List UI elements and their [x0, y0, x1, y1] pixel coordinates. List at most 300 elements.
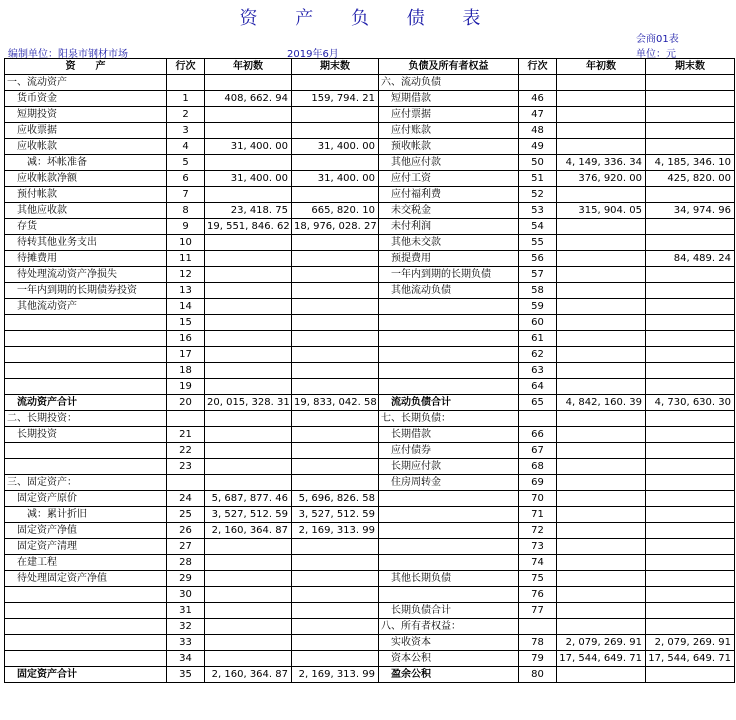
asset-ending-value: 5, 696, 826. 58	[292, 491, 379, 507]
table-header-row	[5, 59, 735, 75]
asset-line-no: 26	[167, 523, 205, 539]
table-row	[5, 507, 735, 523]
liability-beginning-value	[557, 139, 646, 155]
liability-line-no: 47	[519, 107, 557, 123]
liability-beginning-value	[557, 427, 646, 443]
asset-item: 待处理固定资产净值	[5, 571, 167, 587]
asset-beginning-value	[205, 107, 292, 123]
table-row	[5, 475, 735, 491]
liability-ending-value	[646, 75, 735, 91]
liability-beginning-value	[557, 507, 646, 523]
liability-ending-value: 4, 185, 346. 10	[646, 155, 735, 171]
asset-line-no	[167, 75, 205, 91]
liability-ending-value	[646, 299, 735, 315]
asset-item: 长期投资	[5, 427, 167, 443]
liability-beginning-value	[557, 619, 646, 635]
table-row	[5, 155, 735, 171]
asset-beginning-value: 5, 687, 877. 46	[205, 491, 292, 507]
liability-line-no: 72	[519, 523, 557, 539]
liability-ending-value	[646, 235, 735, 251]
asset-beginning-value	[205, 571, 292, 587]
asset-line-no: 1	[167, 91, 205, 107]
asset-beginning-value	[205, 75, 292, 91]
asset-line-no: 9	[167, 219, 205, 235]
asset-item	[5, 331, 167, 347]
liability-ending-value	[646, 507, 735, 523]
liability-item: 一年内到期的长期负债	[379, 267, 519, 283]
liability-beginning-value	[557, 667, 646, 683]
liability-item	[379, 539, 519, 555]
liability-ending-value	[646, 667, 735, 683]
asset-line-no: 29	[167, 571, 205, 587]
asset-beginning-value: 20, 015, 328. 31	[205, 395, 292, 411]
asset-beginning-value	[205, 155, 292, 171]
asset-item	[5, 379, 167, 395]
header-liabilities-equity: 负债及所有者权益	[379, 59, 519, 75]
asset-ending-value	[292, 331, 379, 347]
liability-item	[379, 347, 519, 363]
table-row	[5, 187, 735, 203]
header-beginning: 年初数	[557, 59, 646, 75]
liability-ending-value	[646, 523, 735, 539]
asset-beginning-value	[205, 587, 292, 603]
asset-line-no: 19	[167, 379, 205, 395]
asset-ending-value: 159, 794. 21	[292, 91, 379, 107]
asset-beginning-value	[205, 475, 292, 491]
asset-item	[5, 651, 167, 667]
asset-ending-value	[292, 75, 379, 91]
balance-sheet-table	[4, 58, 735, 683]
table-row	[5, 571, 735, 587]
asset-ending-value	[292, 235, 379, 251]
asset-beginning-value	[205, 267, 292, 283]
table-row	[5, 603, 735, 619]
liability-item: 六、流动负债	[379, 75, 519, 91]
asset-line-no: 25	[167, 507, 205, 523]
currency-unit: 单位：元	[636, 49, 676, 60]
asset-beginning-value	[205, 427, 292, 443]
asset-beginning-value	[205, 651, 292, 667]
asset-line-no: 23	[167, 459, 205, 475]
liability-item: 流动负债合计	[379, 395, 519, 411]
asset-ending-value	[292, 363, 379, 379]
liability-item: 预提费用	[379, 251, 519, 267]
asset-line-no: 4	[167, 139, 205, 155]
asset-line-no: 35	[167, 667, 205, 683]
table-row	[5, 379, 735, 395]
liability-ending-value	[646, 619, 735, 635]
liability-beginning-value	[557, 283, 646, 299]
asset-line-no: 7	[167, 187, 205, 203]
liability-line-no: 65	[519, 395, 557, 411]
asset-item	[5, 363, 167, 379]
asset-ending-value	[292, 587, 379, 603]
asset-item: 固定资产净值	[5, 523, 167, 539]
asset-item: 固定资产合计	[5, 667, 167, 683]
asset-item	[5, 619, 167, 635]
liability-beginning-value: 4, 842, 160. 39	[557, 395, 646, 411]
liability-beginning-value	[557, 219, 646, 235]
asset-ending-value	[292, 635, 379, 651]
asset-line-no: 24	[167, 491, 205, 507]
asset-beginning-value	[205, 443, 292, 459]
table-row	[5, 539, 735, 555]
liability-ending-value	[646, 91, 735, 107]
liability-line-no: 54	[519, 219, 557, 235]
liability-line-no: 66	[519, 427, 557, 443]
asset-line-no: 33	[167, 635, 205, 651]
asset-ending-value	[292, 347, 379, 363]
form-code: 会商01表	[636, 34, 679, 45]
asset-ending-value	[292, 427, 379, 443]
asset-beginning-value	[205, 187, 292, 203]
liability-item: 预收帐款	[379, 139, 519, 155]
liability-ending-value	[646, 283, 735, 299]
asset-beginning-value	[205, 619, 292, 635]
asset-item: 货币资金	[5, 91, 167, 107]
asset-beginning-value	[205, 251, 292, 267]
asset-ending-value: 19, 833, 042. 58	[292, 395, 379, 411]
asset-line-no	[167, 411, 205, 427]
liability-ending-value: 84, 489. 24	[646, 251, 735, 267]
liability-beginning-value	[557, 475, 646, 491]
asset-ending-value: 3, 527, 512. 59	[292, 507, 379, 523]
asset-item	[5, 459, 167, 475]
liability-beginning-value	[557, 235, 646, 251]
liability-line-no: 67	[519, 443, 557, 459]
liability-ending-value: 17, 544, 649. 71	[646, 651, 735, 667]
asset-item: 其他流动资产	[5, 299, 167, 315]
liability-beginning-value	[557, 571, 646, 587]
liability-line-no: 74	[519, 555, 557, 571]
asset-beginning-value	[205, 123, 292, 139]
asset-item: 流动资产合计	[5, 395, 167, 411]
asset-line-no: 13	[167, 283, 205, 299]
asset-ending-value: 18, 976, 028. 27	[292, 219, 379, 235]
asset-beginning-value	[205, 299, 292, 315]
asset-ending-value	[292, 315, 379, 331]
asset-ending-value	[292, 459, 379, 475]
asset-item	[5, 315, 167, 331]
table-row	[5, 331, 735, 347]
table-row	[5, 523, 735, 539]
table-row	[5, 91, 735, 107]
asset-item	[5, 603, 167, 619]
report-title: 资 产 负 债 表	[239, 8, 497, 29]
liability-line-no: 73	[519, 539, 557, 555]
asset-item	[5, 347, 167, 363]
asset-line-no: 20	[167, 395, 205, 411]
liability-line-no: 58	[519, 283, 557, 299]
liability-ending-value	[646, 443, 735, 459]
liability-item	[379, 523, 519, 539]
asset-ending-value	[292, 443, 379, 459]
table-row	[5, 267, 735, 283]
asset-ending-value	[292, 555, 379, 571]
asset-item	[5, 587, 167, 603]
liability-line-no: 69	[519, 475, 557, 491]
asset-line-no	[167, 475, 205, 491]
asset-beginning-value	[205, 363, 292, 379]
asset-beginning-value: 19, 551, 846. 62	[205, 219, 292, 235]
header-beginning: 年初数	[205, 59, 292, 75]
table-row	[5, 251, 735, 267]
liability-beginning-value	[557, 107, 646, 123]
liability-beginning-value	[557, 443, 646, 459]
table-row	[5, 635, 735, 651]
liability-item: 长期负债合计	[379, 603, 519, 619]
liability-item: 盈余公积	[379, 667, 519, 683]
asset-beginning-value: 3, 527, 512. 59	[205, 507, 292, 523]
liability-line-no: 79	[519, 651, 557, 667]
table-row	[5, 459, 735, 475]
liability-item	[379, 299, 519, 315]
liability-ending-value	[646, 107, 735, 123]
asset-line-no: 16	[167, 331, 205, 347]
asset-beginning-value	[205, 283, 292, 299]
asset-ending-value	[292, 379, 379, 395]
asset-beginning-value	[205, 603, 292, 619]
liability-ending-value: 34, 974. 96	[646, 203, 735, 219]
asset-beginning-value: 408, 662. 94	[205, 91, 292, 107]
asset-item: 在建工程	[5, 555, 167, 571]
table-row	[5, 587, 735, 603]
asset-line-no: 14	[167, 299, 205, 315]
table-row	[5, 75, 735, 91]
asset-beginning-value	[205, 635, 292, 651]
asset-item: 预付帐款	[5, 187, 167, 203]
asset-beginning-value	[205, 235, 292, 251]
table-row	[5, 107, 735, 123]
liability-beginning-value	[557, 91, 646, 107]
asset-ending-value	[292, 651, 379, 667]
liability-item: 未付利润	[379, 219, 519, 235]
asset-beginning-value	[205, 411, 292, 427]
asset-ending-value	[292, 539, 379, 555]
liability-line-no: 60	[519, 315, 557, 331]
liability-ending-value	[646, 315, 735, 331]
asset-line-no: 22	[167, 443, 205, 459]
liability-beginning-value	[557, 603, 646, 619]
asset-beginning-value	[205, 347, 292, 363]
asset-line-no: 5	[167, 155, 205, 171]
table-row	[5, 299, 735, 315]
header-assets: 资 产	[5, 59, 167, 75]
liability-item	[379, 555, 519, 571]
asset-ending-value	[292, 411, 379, 427]
asset-beginning-value	[205, 315, 292, 331]
table-row	[5, 139, 735, 155]
asset-item: 固定资产清理	[5, 539, 167, 555]
asset-line-no: 6	[167, 171, 205, 187]
liability-line-no: 59	[519, 299, 557, 315]
asset-line-no: 21	[167, 427, 205, 443]
liability-line-no: 53	[519, 203, 557, 219]
table-row	[5, 315, 735, 331]
asset-ending-value	[292, 571, 379, 587]
asset-line-no: 32	[167, 619, 205, 635]
liability-line-no: 68	[519, 459, 557, 475]
asset-beginning-value	[205, 379, 292, 395]
liability-item	[379, 315, 519, 331]
liability-beginning-value	[557, 187, 646, 203]
asset-item: 固定资产原价	[5, 491, 167, 507]
liability-line-no: 52	[519, 187, 557, 203]
report-period: 2019年6月	[287, 49, 339, 60]
liability-ending-value	[646, 539, 735, 555]
liability-ending-value: 4, 730, 630. 30	[646, 395, 735, 411]
asset-line-no: 8	[167, 203, 205, 219]
liability-line-no: 77	[519, 603, 557, 619]
liability-beginning-value	[557, 587, 646, 603]
liability-ending-value	[646, 571, 735, 587]
table-row	[5, 619, 735, 635]
liability-item: 应付账款	[379, 123, 519, 139]
liability-beginning-value	[557, 123, 646, 139]
table-row	[5, 427, 735, 443]
liability-line-no	[519, 411, 557, 427]
asset-item: 二、长期投资：	[5, 411, 167, 427]
liability-beginning-value	[557, 315, 646, 331]
asset-beginning-value: 2, 160, 364. 87	[205, 523, 292, 539]
asset-item: 其他应收款	[5, 203, 167, 219]
liability-item: 实收资本	[379, 635, 519, 651]
header-ending: 期末数	[292, 59, 379, 75]
liability-beginning-value	[557, 347, 646, 363]
liability-item: 应付票据	[379, 107, 519, 123]
liability-beginning-value	[557, 331, 646, 347]
asset-line-no: 30	[167, 587, 205, 603]
asset-item: 应收帐款净额	[5, 171, 167, 187]
liability-line-no: 50	[519, 155, 557, 171]
liability-line-no: 61	[519, 331, 557, 347]
liability-line-no: 75	[519, 571, 557, 587]
asset-item: 应收票据	[5, 123, 167, 139]
liability-line-no: 55	[519, 235, 557, 251]
asset-line-no: 28	[167, 555, 205, 571]
reporting-entity: 编制单位：阳泉市钢材市场	[8, 49, 128, 60]
table-row	[5, 491, 735, 507]
liability-beginning-value: 2, 079, 269. 91	[557, 635, 646, 651]
asset-item: 短期投资	[5, 107, 167, 123]
liability-beginning-value: 4, 149, 336. 34	[557, 155, 646, 171]
liability-item: 其他流动负债	[379, 283, 519, 299]
liability-ending-value	[646, 475, 735, 491]
asset-ending-value	[292, 155, 379, 171]
liability-ending-value: 425, 820. 00	[646, 171, 735, 187]
asset-item: 应收帐款	[5, 139, 167, 155]
liability-item	[379, 491, 519, 507]
asset-item: 一、流动资产	[5, 75, 167, 91]
liability-ending-value	[646, 187, 735, 203]
header-line-no: 行次	[167, 59, 205, 75]
asset-line-no: 11	[167, 251, 205, 267]
table-row	[5, 443, 735, 459]
liability-line-no: 46	[519, 91, 557, 107]
asset-beginning-value	[205, 331, 292, 347]
asset-ending-value: 31, 400. 00	[292, 139, 379, 155]
asset-item: 减：坏帐准备	[5, 155, 167, 171]
asset-ending-value	[292, 251, 379, 267]
asset-ending-value: 31, 400. 00	[292, 171, 379, 187]
liability-beginning-value	[557, 75, 646, 91]
liability-ending-value	[646, 459, 735, 475]
liability-beginning-value: 17, 544, 649. 71	[557, 651, 646, 667]
liability-ending-value	[646, 555, 735, 571]
table-row	[5, 395, 735, 411]
liability-beginning-value	[557, 267, 646, 283]
asset-item: 三、固定资产：	[5, 475, 167, 491]
header-ending: 期末数	[646, 59, 735, 75]
liability-line-no: 76	[519, 587, 557, 603]
asset-beginning-value	[205, 539, 292, 555]
liability-ending-value	[646, 139, 735, 155]
liability-line-no: 80	[519, 667, 557, 683]
liability-line-no: 78	[519, 635, 557, 651]
liability-item: 八、所有者权益：	[379, 619, 519, 635]
asset-line-no: 27	[167, 539, 205, 555]
asset-line-no: 12	[167, 267, 205, 283]
liability-item: 长期借款	[379, 427, 519, 443]
asset-ending-value: 2, 169, 313. 99	[292, 667, 379, 683]
table-row	[5, 651, 735, 667]
liability-line-no	[519, 619, 557, 635]
asset-line-no: 10	[167, 235, 205, 251]
liability-item: 其他长期负债	[379, 571, 519, 587]
liability-ending-value	[646, 331, 735, 347]
liability-ending-value	[646, 411, 735, 427]
liability-line-no: 49	[519, 139, 557, 155]
asset-ending-value	[292, 619, 379, 635]
asset-ending-value	[292, 123, 379, 139]
liability-line-no: 57	[519, 267, 557, 283]
table-row	[5, 347, 735, 363]
asset-line-no: 31	[167, 603, 205, 619]
liability-line-no: 64	[519, 379, 557, 395]
liability-item: 应付福利费	[379, 187, 519, 203]
asset-item: 一年内到期的长期债券投资	[5, 283, 167, 299]
liability-ending-value	[646, 267, 735, 283]
liability-line-no: 70	[519, 491, 557, 507]
asset-item: 待摊费用	[5, 251, 167, 267]
asset-line-no: 18	[167, 363, 205, 379]
asset-item: 存货	[5, 219, 167, 235]
liability-item: 七、长期负债：	[379, 411, 519, 427]
liability-ending-value	[646, 427, 735, 443]
liability-beginning-value	[557, 411, 646, 427]
liability-item: 资本公积	[379, 651, 519, 667]
table-row	[5, 203, 735, 219]
liability-ending-value	[646, 219, 735, 235]
liability-item: 短期借款	[379, 91, 519, 107]
asset-line-no: 2	[167, 107, 205, 123]
liability-beginning-value	[557, 539, 646, 555]
liability-line-no	[519, 75, 557, 91]
asset-ending-value	[292, 603, 379, 619]
liability-item: 应付债券	[379, 443, 519, 459]
table-row	[5, 171, 735, 187]
asset-item: 待转其他业务支出	[5, 235, 167, 251]
asset-ending-value	[292, 107, 379, 123]
table-row	[5, 363, 735, 379]
asset-beginning-value: 31, 400. 00	[205, 171, 292, 187]
liability-ending-value	[646, 603, 735, 619]
liability-beginning-value	[557, 555, 646, 571]
liability-beginning-value	[557, 379, 646, 395]
asset-ending-value	[292, 475, 379, 491]
liability-line-no: 56	[519, 251, 557, 267]
liability-beginning-value: 315, 904. 05	[557, 203, 646, 219]
